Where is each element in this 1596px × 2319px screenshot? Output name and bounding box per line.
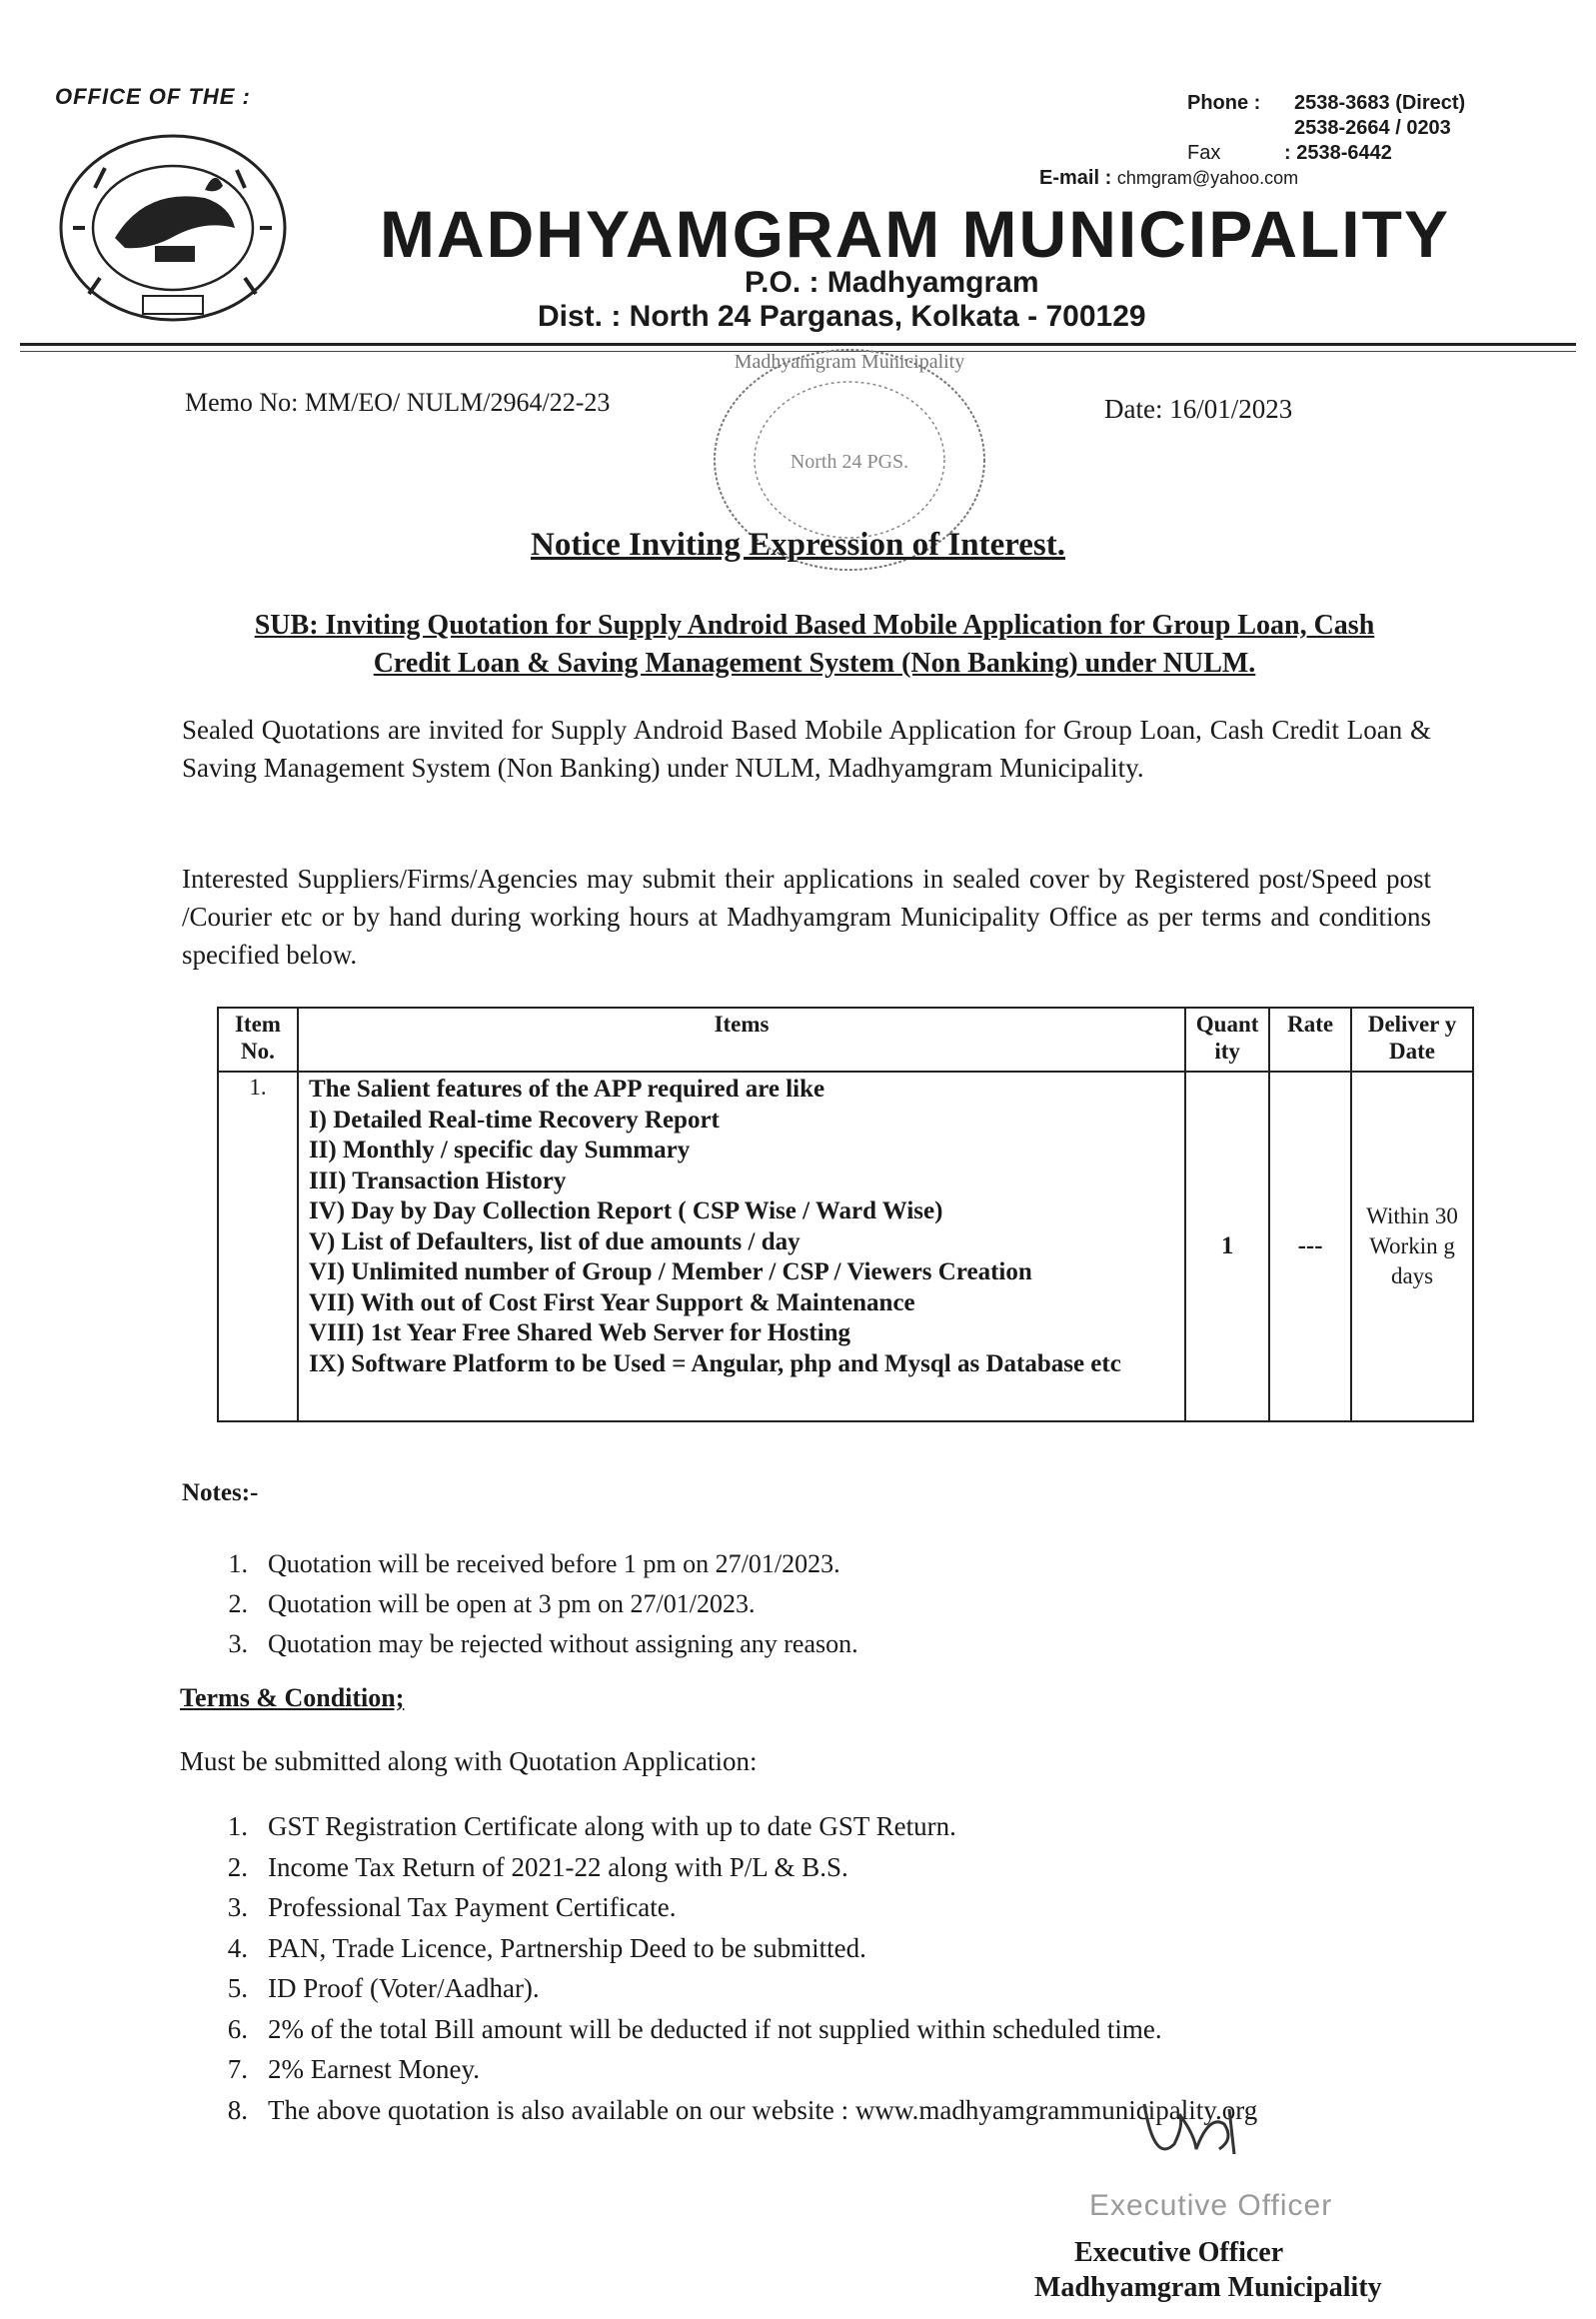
- header-delivery: Deliver y Date: [1351, 1008, 1473, 1072]
- list-item: 4. PAN, Trade Licence, Partnership Deed to be submitted.: [227, 1932, 866, 1963]
- subject: [185, 607, 1444, 683]
- table-row: [218, 1072, 1473, 1421]
- fax-value: : 2538-6442: [1284, 142, 1392, 164]
- address-po: P.O. : Madhyamgram: [745, 266, 1039, 299]
- header-quantity: Quant ity: [1185, 1008, 1269, 1072]
- signatory-title: Executive Officer: [1074, 2237, 1284, 2268]
- cell-quantity: 1: [1185, 1072, 1269, 1421]
- notice-title: [0, 527, 1596, 564]
- list-item: VII) With out of Cost First Year Support & Maintenance: [308, 1288, 915, 1316]
- signatory-organization: Madhyamgram Municipality: [1034, 2272, 1382, 2303]
- memo-date: Date: 16/01/2023: [1104, 394, 1293, 424]
- list-item: 2. Quotation will be open at 3 pm on 27/01/2023.: [228, 1589, 756, 1618]
- list-item: II) Monthly / specific day Summary: [308, 1137, 691, 1163]
- email-label: E-mail :: [1039, 167, 1112, 189]
- list-item: 1. GST Registration Certificate along with up to date GST Return.: [227, 1811, 956, 1841]
- phone-other: 2538-2664 / 0203: [1294, 117, 1451, 139]
- phone-direct: 2538-3683 (Direct): [1294, 92, 1466, 114]
- svg-text:North 24 PGS.: North 24 PGS.: [790, 451, 909, 473]
- cell-features: [298, 1072, 1185, 1421]
- email-value: chmgram@yahoo.com: [1116, 168, 1299, 188]
- paragraph-invitation: Sealed Quotations are invited for Supply Android Based Mobile Application for Group Loan, Cash Credit Loan & Saving Management System (Non Banking) under NULM, Madhyamgram Municipality.: [182, 715, 1431, 783]
- signature-icon: [1134, 2094, 1254, 2174]
- cell-delivery: Within 30 Workin g days: [1351, 1072, 1473, 1421]
- subject-line-1: SUB: Inviting Quotation for Supply Android Based Mobile Application for Group Loan, Cash: [254, 610, 1375, 641]
- terms-list: [200, 1806, 1257, 2130]
- header-rate: Rate: [1269, 1008, 1351, 1072]
- notes-heading: Notes:-: [182, 1479, 259, 1506]
- list-item: 7. 2% Earnest Money.: [227, 2054, 480, 2084]
- features-intro: The Salient features of the APP required are like: [308, 1076, 825, 1103]
- list-item: III) Transaction History: [308, 1166, 567, 1194]
- cell-rate: ---: [1269, 1072, 1351, 1421]
- cell-item-no: 1.: [218, 1072, 298, 1421]
- phone-label: Phone :: [1187, 92, 1261, 114]
- terms-heading: Terms & Condition;: [180, 1683, 405, 1712]
- list-item: IX) Software Platform to be Used = Angular, php and Mysql as Database etc: [308, 1349, 1121, 1377]
- terms-intro: Must be submitted along with Quotation Application:: [180, 1746, 758, 1776]
- office-of-label: OFFICE OF THE :: [55, 84, 251, 109]
- subject-line-2: Credit Loan & Saving Management System (Non Banking) under NULM.: [373, 648, 1256, 679]
- svg-text:Madhyamgram Municipality: Madhyamgram Municipality: [734, 351, 965, 373]
- phone-block: [1187, 92, 1260, 115]
- memo-number: Memo No: MM/EO/ NULM/2964/22-23: [185, 388, 611, 417]
- list-item: VIII) 1st Year Free Shared Web Server for Hosting: [308, 1319, 851, 1346]
- list-item: V) List of Defaulters, list of due amounts / day: [308, 1227, 800, 1255]
- header-item-no: Item No.: [218, 1008, 298, 1072]
- notes-list: [200, 1544, 858, 1664]
- list-item: 8. The above quotation is also available on our website : www.madhyamgrammunicipality.org: [227, 2094, 1258, 2125]
- list-item: 6. 2% of the total Bill amount will be deducted if not supplied within scheduled time.: [227, 2013, 1162, 2044]
- page-title: MADHYAMGRAM MUNICIPALITY: [380, 197, 1450, 271]
- list-item: 3. Professional Tax Payment Certificate.: [227, 1892, 677, 1922]
- list-item: 3. Quotation may be rejected without assigning any reason.: [228, 1629, 858, 1658]
- header-items: Items: [298, 1008, 1185, 1072]
- list-item: IV) Day by Day Collection Report ( CSP Wise / Ward Wise): [308, 1197, 943, 1224]
- address-district: Dist. : North 24 Parganas, Kolkata - 700129: [538, 300, 1146, 333]
- fax-label: Fax: [1187, 142, 1221, 164]
- paragraph-submission: Interested Suppliers/Firms/Agencies may submit their applications in sealed cover by Registered post/Speed post /Courier etc or by hand during working hours at Madhyamgram Municipality Office as per terms and conditions specified below.: [182, 864, 1431, 970]
- signature-stamp: Executive Officer: [1089, 2189, 1333, 2222]
- list-item: 1. Quotation will be received before 1 pm on 27/01/2023.: [228, 1549, 840, 1578]
- items-table: [217, 1007, 1474, 1422]
- list-item: 2. Income Tax Return of 2021-22 along with P/L & B.S.: [227, 1851, 848, 1882]
- list-item: VI) Unlimited number of Group / Member / CSP / Viewers Creation: [308, 1258, 1032, 1285]
- notice-title-text: Notice Inviting Expression of Interest.: [530, 527, 1066, 563]
- list-item: 5. ID Proof (Voter/Aadhar).: [227, 1973, 540, 2003]
- table-header-row: [218, 1008, 1473, 1072]
- municipality-logo-icon: [55, 128, 290, 328]
- list-item: I) Detailed Real-time Recovery Report: [308, 1106, 720, 1134]
